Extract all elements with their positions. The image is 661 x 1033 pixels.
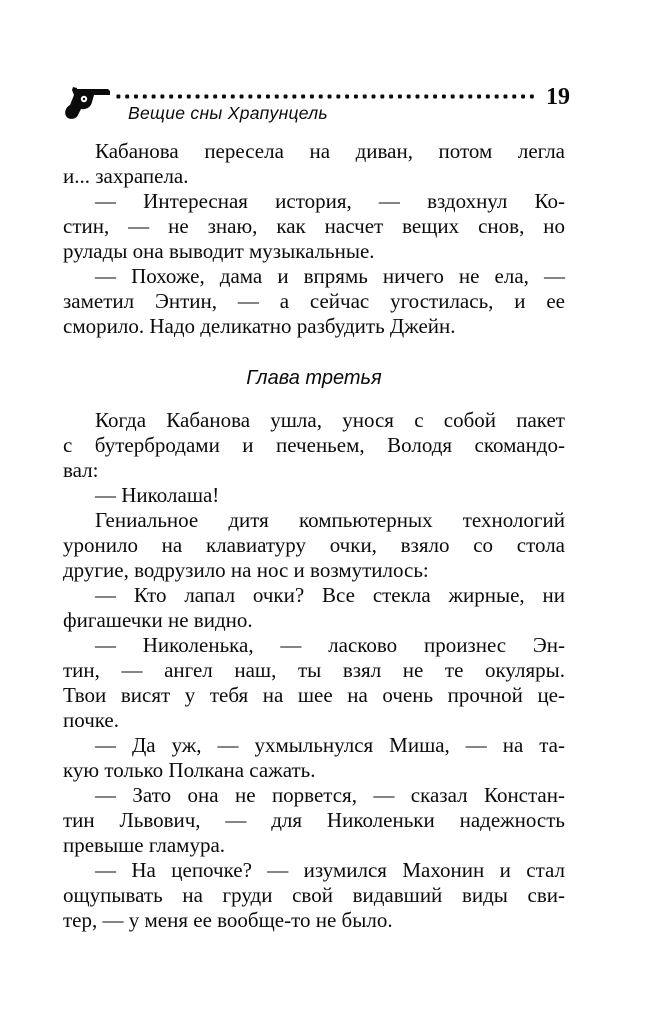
paragraph xyxy=(63,483,565,508)
text-line: Кабанова пересела на диван, потом легла xyxy=(95,139,565,163)
page-number: 19 xyxy=(546,84,570,110)
paragraph xyxy=(63,139,565,189)
paragraph xyxy=(63,733,565,783)
text-line: стин, — не знаю, как насчет вещих снов, но xyxy=(63,214,565,238)
text-line: — Николаша! xyxy=(95,483,220,507)
paragraph xyxy=(63,189,565,264)
text-line: фигашечки не видно. xyxy=(63,608,253,632)
paragraph xyxy=(63,508,565,583)
text-line: другие, водрузило на нос и возмутилось: xyxy=(63,558,429,582)
text-line: Твои висят у тебя на шее на очень прочной це- xyxy=(63,683,565,707)
page-header xyxy=(0,0,661,139)
paragraph xyxy=(63,783,565,858)
text-line: уронило на клавиатуру очки, взяло со стола xyxy=(63,533,565,557)
text-line: с бутербродами и печеньем, Володя скомандо- xyxy=(63,433,565,457)
text-line: превыше гламура. xyxy=(63,833,226,857)
text-line: — На цепочке? — изумился Махонин и стал xyxy=(95,858,565,882)
text-line: вал: xyxy=(63,458,99,482)
body-text xyxy=(63,139,565,933)
paragraph xyxy=(63,633,565,733)
text-line: заметил Энтин, — а сейчас угостилась, и ее xyxy=(63,289,565,313)
text-line: — Интересная история, — вздохнул Ко- xyxy=(95,189,565,213)
chapter-heading: Глава третья xyxy=(246,367,382,389)
text-line: Гениальное дитя компьютерных технологий xyxy=(95,508,565,532)
paragraph xyxy=(63,264,565,339)
text-line: рулады она выводит музыкальные. xyxy=(63,239,375,263)
text-line: — Зато она не порвется, — сказал Констан- xyxy=(95,783,565,807)
running-title: Вещие сны Храпунцель xyxy=(128,103,328,123)
text-line: сморило. Надо деликатно разбудить Джейн. xyxy=(63,314,456,338)
text-line: — Николенька, — ласково произнес Эн- xyxy=(95,633,565,657)
paragraph xyxy=(63,408,565,483)
paragraph xyxy=(63,858,565,933)
text-line: — Похоже, дама и впрямь ничего не ела, — xyxy=(95,264,565,288)
text-line: тин Львович, — для Николеньки надежность xyxy=(63,808,565,832)
text-line: — Кто лапал очки? Все стекла жирные, ни xyxy=(95,583,565,607)
text-line: Когда Кабанова ушла, унося с собой пакет xyxy=(95,408,565,432)
text-line: тер, — у меня ее вообще-то не было. xyxy=(63,908,393,932)
text-line: ощупывать на груди свой видавший виды сви- xyxy=(63,883,565,907)
text-line: кую только Полкана сажать. xyxy=(63,758,316,782)
revolver-icon xyxy=(63,86,113,120)
text-line: тин, — ангел наш, ты взял не те окуляры. xyxy=(63,658,565,682)
text-line: — Да уж, — ухмыльнулся Миша, — на та- xyxy=(95,733,565,757)
dotted-rule xyxy=(114,92,534,101)
text-line: почке. xyxy=(63,708,120,732)
paragraph xyxy=(63,583,565,633)
text-line: и... захрапела. xyxy=(63,164,189,188)
